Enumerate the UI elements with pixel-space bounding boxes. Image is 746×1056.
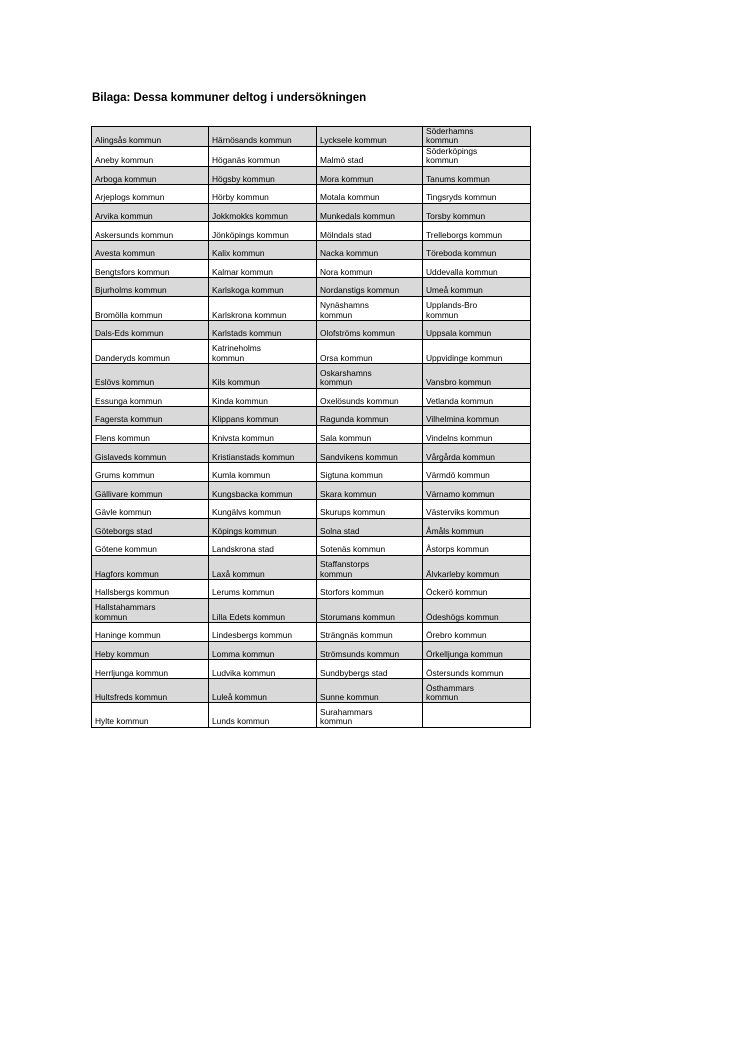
table-cell: Tanums kommun <box>423 166 531 185</box>
table-cell: Sundbybergs stad <box>317 660 423 679</box>
table-row <box>92 462 531 481</box>
table-cell: Nynäshamns kommun <box>317 296 423 320</box>
table-cell: Värnamo kommun <box>423 481 531 500</box>
table-cell: Vårgårda kommun <box>423 444 531 463</box>
table-cell: Kils kommun <box>209 364 317 388</box>
table-cell: Åstorps kommun <box>423 537 531 556</box>
table-row <box>92 166 531 185</box>
table-cell: Värmdö kommun <box>423 462 531 481</box>
table-row <box>92 580 531 599</box>
table-cell: Örebro kommun <box>423 623 531 642</box>
table-cell: Bjurholms kommun <box>92 278 209 297</box>
table-cell: Mölndals stad <box>317 222 423 241</box>
table-cell: Trelleborgs kommun <box>423 222 531 241</box>
table-row <box>92 641 531 660</box>
table-cell: Skurups kommun <box>317 500 423 519</box>
table-cell: Strömsunds kommun <box>317 641 423 660</box>
table-row <box>92 444 531 463</box>
table-cell: Umeå kommun <box>423 278 531 297</box>
table-cell: Skara kommun <box>317 481 423 500</box>
table-cell: Vindelns kommun <box>423 425 531 444</box>
table-cell: Torsby kommun <box>423 203 531 222</box>
table-cell: Avesta kommun <box>92 241 209 260</box>
table-cell: Hörby kommun <box>209 185 317 204</box>
table-cell: Bromölla kommun <box>92 296 209 320</box>
table-cell: Öckerö kommun <box>423 580 531 599</box>
table-cell: Sigtuna kommun <box>317 462 423 481</box>
table-cell: Herrljunga kommun <box>92 660 209 679</box>
table-cell: Lindesbergs kommun <box>209 623 317 642</box>
table-row <box>92 598 531 622</box>
table-cell: Töreboda kommun <box>423 241 531 260</box>
table-cell: Munkedals kommun <box>317 203 423 222</box>
table-cell: Arboga kommun <box>92 166 209 185</box>
table-cell: Götene kommun <box>92 537 209 556</box>
table-cell: Vilhelmina kommun <box>423 407 531 426</box>
table-row <box>92 185 531 204</box>
table-cell: Sunne kommun <box>317 679 423 703</box>
table-cell: Storumans kommun <box>317 598 423 622</box>
table-cell: Lilla Edets kommun <box>209 598 317 622</box>
table-cell: Strängnäs kommun <box>317 623 423 642</box>
table-cell: Jokkmokks kommun <box>209 203 317 222</box>
table-row <box>92 481 531 500</box>
table-cell: Höganäs kommun <box>209 146 317 166</box>
page-title: Bilaga: Dessa kommuner deltog i undersökningen <box>92 92 367 104</box>
table-cell: Knivsta kommun <box>209 425 317 444</box>
table-row <box>92 518 531 537</box>
table-cell: Flens kommun <box>92 425 209 444</box>
table-cell: Hagfors kommun <box>92 555 209 579</box>
table-cell: Solna stad <box>317 518 423 537</box>
table-row <box>92 339 531 363</box>
table-cell: Heby kommun <box>92 641 209 660</box>
table-cell: Luleå kommun <box>209 679 317 703</box>
table-row <box>92 241 531 260</box>
table-cell: Östersunds kommun <box>423 660 531 679</box>
table-cell: Laxå kommun <box>209 555 317 579</box>
table-row <box>92 537 531 556</box>
table-cell: Kalix kommun <box>209 241 317 260</box>
table-cell: Bengtsfors kommun <box>92 259 209 278</box>
table-cell: Klippans kommun <box>209 407 317 426</box>
table-cell: Söderhamns kommun <box>423 127 531 147</box>
table-cell: Uppvidinge kommun <box>423 339 531 363</box>
table-cell: Kungsbacka kommun <box>209 481 317 500</box>
table-cell: Uddevalla kommun <box>423 259 531 278</box>
table-row <box>92 321 531 340</box>
table-cell: Gävle kommun <box>92 500 209 519</box>
table-row <box>92 500 531 519</box>
table-cell: Hultsfreds kommun <box>92 679 209 703</box>
table-cell: Åmåls kommun <box>423 518 531 537</box>
municipality-table <box>91 126 531 728</box>
table-cell: Lycksele kommun <box>317 127 423 147</box>
table-cell: Kinda kommun <box>209 388 317 407</box>
table-cell: Aneby kommun <box>92 146 209 166</box>
table-cell: Malmö stad <box>317 146 423 166</box>
table-row <box>92 127 531 147</box>
table-cell: Mora kommun <box>317 166 423 185</box>
table-cell: Karlskoga kommun <box>209 278 317 297</box>
table-cell: Dals-Eds kommun <box>92 321 209 340</box>
table-row <box>92 623 531 642</box>
table-cell: Surahammars kommun <box>317 703 423 727</box>
table-cell: Arjeplogs kommun <box>92 185 209 204</box>
table-cell: Sandvikens kommun <box>317 444 423 463</box>
table-cell: Kalmar kommun <box>209 259 317 278</box>
table-cell: Tingsryds kommun <box>423 185 531 204</box>
table-cell: Söderköpings kommun <box>423 146 531 166</box>
table-row <box>92 259 531 278</box>
municipality-table-body <box>92 127 531 728</box>
table-row <box>92 146 531 166</box>
table-cell: Karlskrona kommun <box>209 296 317 320</box>
table-cell: Kristianstads kommun <box>209 444 317 463</box>
table-cell: Örkelljunga kommun <box>423 641 531 660</box>
table-cell: Härnösands kommun <box>209 127 317 147</box>
table-row <box>92 296 531 320</box>
table-cell: Oxelösunds kommun <box>317 388 423 407</box>
table-cell: Grums kommun <box>92 462 209 481</box>
table-cell: Lerums kommun <box>209 580 317 599</box>
table-cell: Vetlanda kommun <box>423 388 531 407</box>
table-row <box>92 278 531 297</box>
table-cell: Danderyds kommun <box>92 339 209 363</box>
table-cell: Sotenäs kommun <box>317 537 423 556</box>
table-row <box>92 222 531 241</box>
table-cell: Ludvika kommun <box>209 660 317 679</box>
table-cell: Nordanstigs kommun <box>317 278 423 297</box>
table-row <box>92 660 531 679</box>
table-cell: Hallstahammars kommun <box>92 598 209 622</box>
table-cell: Ragunda kommun <box>317 407 423 426</box>
table-cell: Olofströms kommun <box>317 321 423 340</box>
table-cell: Sala kommun <box>317 425 423 444</box>
table-cell: Motala kommun <box>317 185 423 204</box>
table-cell: Hylte kommun <box>92 703 209 727</box>
table-cell: Kungälvs kommun <box>209 500 317 519</box>
table-cell: Upplands-Bro kommun <box>423 296 531 320</box>
table-cell: Karlstads kommun <box>209 321 317 340</box>
table-row <box>92 203 531 222</box>
table-cell: Vansbro kommun <box>423 364 531 388</box>
table-cell: Uppsala kommun <box>423 321 531 340</box>
table-cell: Göteborgs stad <box>92 518 209 537</box>
table-row <box>92 364 531 388</box>
table-cell: Katrineholms kommun <box>209 339 317 363</box>
table-row <box>92 388 531 407</box>
table-cell: Fagersta kommun <box>92 407 209 426</box>
table-cell: Essunga kommun <box>92 388 209 407</box>
table-cell: Lomma kommun <box>209 641 317 660</box>
table-cell: Landskrona stad <box>209 537 317 556</box>
table-cell: Nora kommun <box>317 259 423 278</box>
table-cell: Orsa kommun <box>317 339 423 363</box>
table-cell: Västerviks kommun <box>423 500 531 519</box>
table-row <box>92 555 531 579</box>
table-cell: Gällivare kommun <box>92 481 209 500</box>
table-cell: Ödeshögs kommun <box>423 598 531 622</box>
table-cell: Askersunds kommun <box>92 222 209 241</box>
table-row <box>92 425 531 444</box>
table-cell: Östhammars kommun <box>423 679 531 703</box>
table-cell <box>423 703 531 727</box>
table-cell: Älvkarleby kommun <box>423 555 531 579</box>
table-cell: Kumla kommun <box>209 462 317 481</box>
table-cell: Högsby kommun <box>209 166 317 185</box>
table-cell: Haninge kommun <box>92 623 209 642</box>
table-cell: Oskarshamns kommun <box>317 364 423 388</box>
table-cell: Nacka kommun <box>317 241 423 260</box>
table-cell: Hallsbergs kommun <box>92 580 209 599</box>
table-cell: Staffanstorps kommun <box>317 555 423 579</box>
table-cell: Alingsås kommun <box>92 127 209 147</box>
table-cell: Köpings kommun <box>209 518 317 537</box>
table-cell: Storfors kommun <box>317 580 423 599</box>
table-cell: Arvika kommun <box>92 203 209 222</box>
table-row <box>92 407 531 426</box>
table-row <box>92 679 531 703</box>
table-cell: Lunds kommun <box>209 703 317 727</box>
table-row <box>92 703 531 727</box>
table-cell: Jönköpings kommun <box>209 222 317 241</box>
table-cell: Gislaveds kommun <box>92 444 209 463</box>
table-cell: Eslövs kommun <box>92 364 209 388</box>
